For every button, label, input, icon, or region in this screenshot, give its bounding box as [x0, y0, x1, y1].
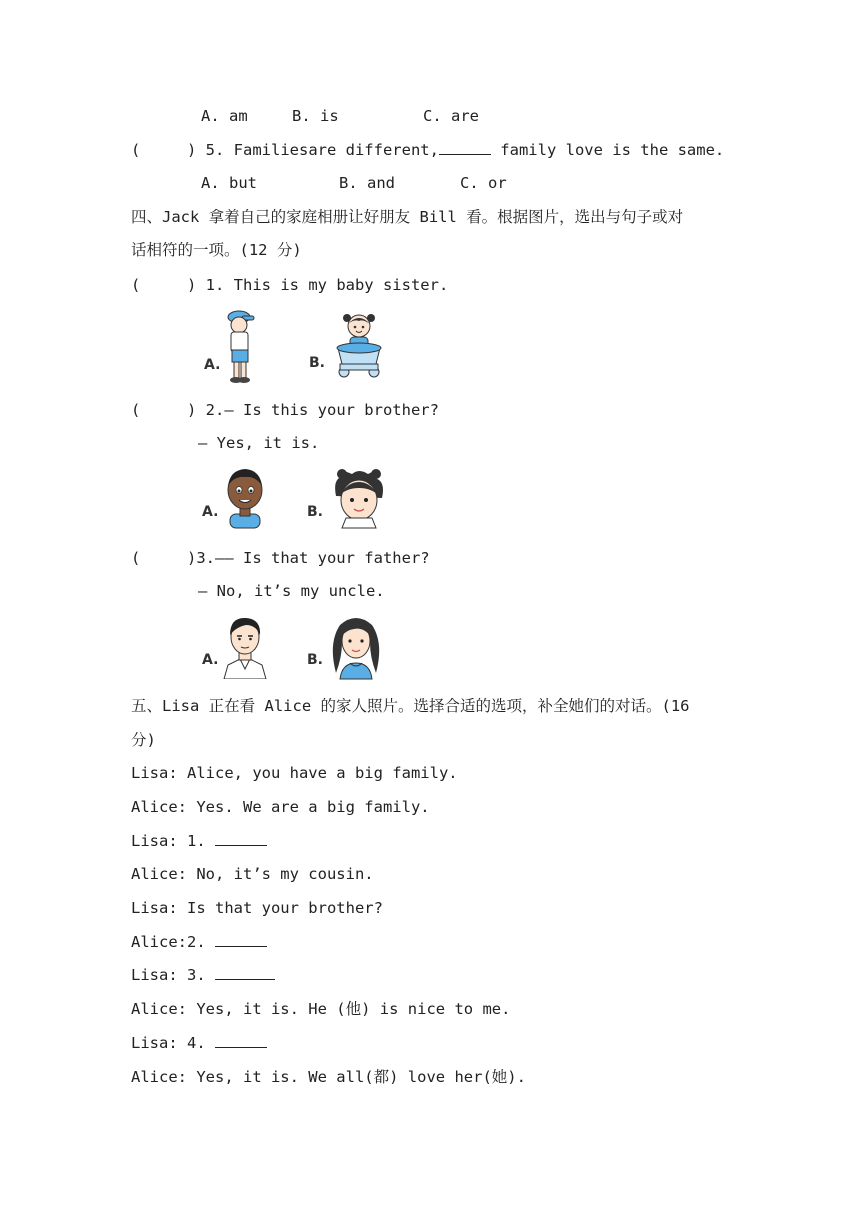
s4-q2 [131, 400, 439, 420]
woman-face-icon[interactable] [326, 613, 386, 681]
s4-q1 [131, 275, 448, 295]
s4-q2-paren[interactable]: ( ) [131, 401, 197, 419]
dialogue-speaker-text: Lisa: 3. [131, 966, 206, 984]
baby-in-walker-icon[interactable] [330, 312, 388, 384]
q5-text-after: family love is the same. [490, 141, 725, 159]
s4-q1-paren[interactable]: ( ) [131, 276, 197, 294]
boy-face-icon[interactable] [222, 466, 268, 530]
dialogue-line: Alice: No, it’s my cousin. [131, 865, 374, 883]
s4-q1-text: 1. This is my baby sister. [205, 276, 449, 294]
dialogue-line [131, 965, 275, 985]
dialogue-line [131, 831, 267, 851]
girl-face-icon[interactable] [328, 466, 390, 530]
dialogue-blank-3[interactable] [215, 965, 275, 980]
s4-q3 [131, 548, 430, 568]
s4-q2-label-b: B. [307, 504, 323, 520]
s4-q2-reply: — Yes, it is. [198, 434, 320, 452]
q5-option-b[interactable]: B. and [339, 174, 395, 192]
dialogue-line: Alice: Yes, it is. He (他) is nice to me. [131, 1000, 511, 1018]
s4-q2-label-a: A. [202, 504, 219, 520]
dialogue-line: Alice: Yes. We are a big family. [131, 798, 430, 816]
s4-q3-label-b: B. [307, 652, 323, 668]
q4-option-b[interactable]: B. is [292, 107, 339, 125]
dialogue-speaker-text: Lisa: 4. [131, 1034, 206, 1052]
s4-q3-line1: 3.—— Is that your father? [196, 549, 430, 567]
dialogue-blank-4[interactable] [215, 1033, 267, 1048]
q5-blank[interactable] [439, 140, 491, 155]
dialogue-line: Lisa: Alice, you have a big family. [131, 764, 458, 782]
s4-q2-line1: 2.— Is this your brother? [205, 401, 439, 419]
dialogue-blank-2[interactable] [215, 932, 267, 947]
section5-heading: 五、Lisa 正在看 Alice 的家人照片。选择合适的选项，补全她们的对话。(16 [131, 697, 690, 715]
q5-option-a[interactable]: A. but [201, 174, 257, 192]
section5-heading-cont: 分) [131, 731, 156, 749]
s4-q3-paren[interactable]: ( ) [131, 549, 197, 567]
q4-option-c[interactable]: C. are [423, 107, 479, 125]
s4-q1-label-b: B. [309, 355, 325, 371]
s4-q3-label-a: A. [202, 652, 219, 668]
dialogue-line [131, 1033, 267, 1053]
dialogue-line [131, 932, 267, 952]
q4-option-a[interactable]: A. am [201, 107, 248, 125]
dialogue-blank-1[interactable] [215, 831, 267, 846]
dialogue-speaker-text: Lisa: 1. [131, 832, 206, 850]
s4-q3-reply: — No, it’s my uncle. [198, 582, 385, 600]
q5-option-c[interactable]: C. or [460, 174, 507, 192]
boy-with-cap-icon[interactable] [222, 308, 262, 384]
dialogue-speaker-text: Alice:2. [131, 933, 206, 951]
dialogue-line: Lisa: Is that your brother? [131, 899, 383, 917]
q5-question [131, 140, 724, 160]
man-face-icon[interactable] [220, 613, 270, 679]
dialogue-line: Alice: Yes, it is. We all(都) love her(她). [131, 1068, 526, 1086]
section4-heading: 四、Jack 拿着自己的家庭相册让好朋友 Bill 看。根据图片，选出与句子或对 [131, 208, 684, 226]
q5-answer-paren[interactable]: ( ) [131, 141, 197, 159]
section4-heading-cont: 话相符的一项。(12 分) [131, 241, 302, 259]
q5-text-before: 5. Familiesare different, [205, 141, 439, 159]
s4-q1-label-a: A. [204, 357, 221, 373]
